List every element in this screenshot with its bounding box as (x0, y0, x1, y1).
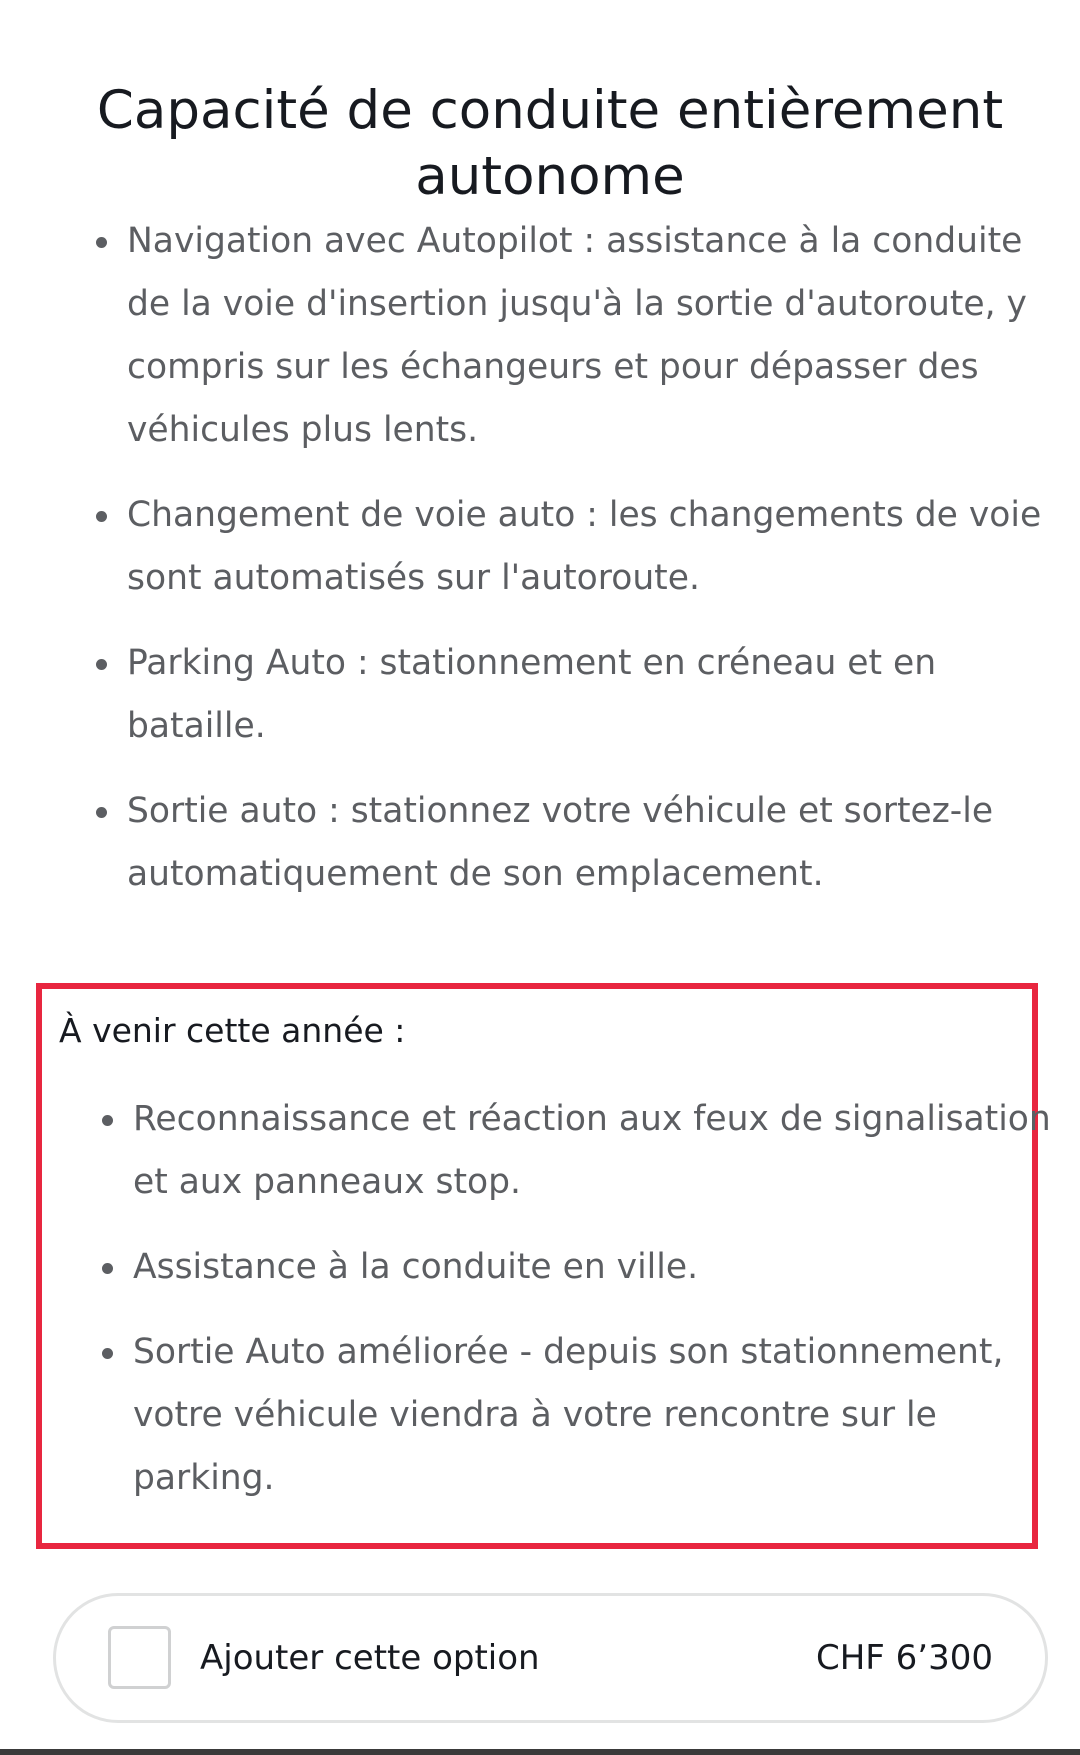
feature-text: Changement de voie auto : les changements de voie sont automatisés sur l'autoroute. (127, 495, 1042, 598)
list-item (6, 1321, 1080, 1510)
upcoming-list (6, 1088, 1080, 1532)
bullet-icon (102, 1263, 113, 1274)
list-item (0, 210, 1080, 462)
bottom-divider (0, 1749, 1080, 1755)
feature-text: Navigation avec Autopilot : assistance à la conduite de la voie d'insertion jusqu'à la sortie d'autoroute, y compris sur les échangeurs et pour dépasser des véhicules plus lents. (127, 221, 1027, 450)
add-option-toggle[interactable] (53, 1593, 1048, 1723)
feature-text: Sortie auto : stationnez votre véhicule et sortez-le automatiquement de son emplacement. (127, 791, 994, 894)
upcoming-text: Assistance à la conduite en ville. (133, 1247, 699, 1287)
option-price: CHF 6’300 (815, 1638, 993, 1678)
feature-list (0, 210, 1080, 928)
bullet-icon (96, 659, 107, 670)
bullet-icon (96, 807, 107, 818)
list-item (0, 484, 1080, 610)
bullet-icon (96, 511, 107, 522)
bullet-icon (96, 237, 107, 248)
list-item (6, 1236, 1080, 1299)
list-item (6, 1088, 1080, 1214)
bullet-icon (102, 1115, 113, 1126)
upcoming-text: Sortie Auto améliorée - depuis son stationnement, votre véhicule viendra à votre rencontre sur le parking. (133, 1332, 1004, 1498)
upcoming-text: Reconnaissance et réaction aux feux de signalisation et aux panneaux stop. (133, 1099, 1051, 1202)
list-item (0, 632, 1080, 758)
option-label: Ajouter cette option (200, 1638, 540, 1678)
option-checkbox[interactable] (108, 1626, 171, 1689)
list-item (0, 780, 1080, 906)
feature-text: Parking Auto : stationnement en créneau et en bataille. (127, 643, 937, 746)
upcoming-title: À venir cette année : (59, 1011, 406, 1050)
upcoming-highlight-box (36, 983, 1051, 1549)
bullet-icon (102, 1348, 113, 1359)
page-title: Capacité de conduite entièrement autonome (96, 80, 1004, 207)
